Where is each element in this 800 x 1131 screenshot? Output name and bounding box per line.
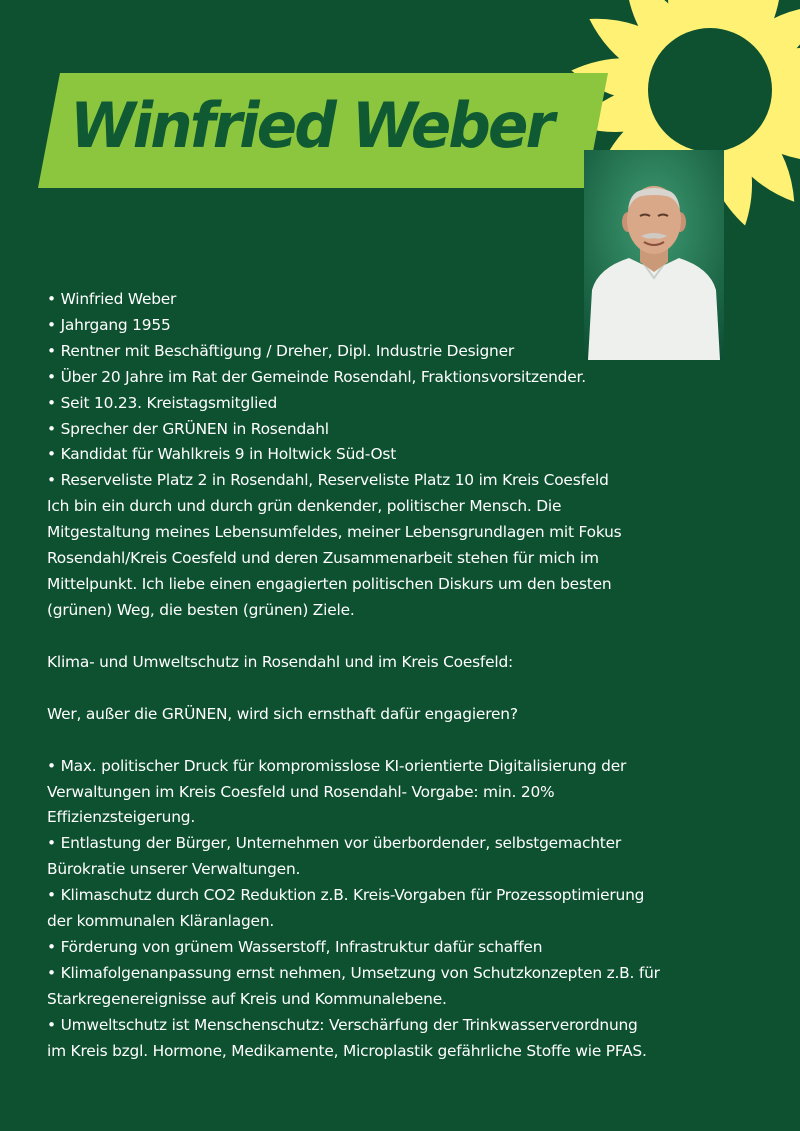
goal-line: • Entlastung der Bürger, Unternehmen vor überbordender, selbstgemachter: [47, 834, 622, 853]
goal-line: Bürokratie unserer Verwaltungen.: [47, 860, 301, 879]
bio-item: • Winfried Weber: [47, 290, 177, 308]
flyer-content: [47, 287, 747, 1064]
bio-item: • Seit 10.23. Kreistagsmitglied: [47, 393, 278, 412]
goal-line: im Kreis bzgl. Hormone, Medikamente, Microplastik gefährliche Stoffe wie PFAS.: [47, 1041, 647, 1060]
goal-line: • Umweltschutz ist Menschenschutz: Verschärfung der Trinkwasserverordnung: [47, 1015, 638, 1034]
goal-line: • Max. politischer Druck für kompromisslose KI-orientierte Digitalisierung der: [47, 756, 627, 775]
question-text: Wer, außer die GRÜNEN, wird sich ernsthaft dafür engagieren?: [47, 704, 518, 723]
spacer: [47, 728, 747, 754]
spacer: [47, 624, 747, 650]
goal-line: • Förderung von grünem Wasserstoff, Infrastruktur dafür schaffen: [47, 937, 543, 956]
intro-line: Rosendahl/Kreis Coesfeld und deren Zusammenarbeit stehen für mich im: [47, 549, 599, 568]
bio-item: • Kandidat für Wahlkreis 9 in Holtwick Süd-Ost: [47, 445, 397, 464]
goal-line: Effizienzsteigerung.: [47, 808, 196, 827]
intro-paragraph: [47, 494, 747, 624]
goal-line: Starkregenereignisse auf Kreis und Kommunalebene.: [47, 989, 447, 1008]
intro-line: Mitgestaltung meines Lebensumfeldes, meiner Lebensgrundlagen mit Fokus: [47, 523, 622, 542]
intro-line: Mittelpunkt. Ich liebe einen engagierten politischen Diskurs um den besten: [47, 574, 612, 593]
goal-line: der kommunalen Kläranlagen.: [47, 912, 275, 931]
section-heading: Klima- und Umweltschutz in Rosendahl und im Kreis Coesfeld:: [47, 652, 514, 671]
goal-line: • Klimaschutz durch CO2 Reduktion z.B. Kreis-Vorgaben für Prozessoptimierung: [47, 886, 645, 905]
goal-line: • Klimafolgenanpassung ernst nehmen, Umsetzung von Schutzkonzepten z.B. für: [47, 963, 660, 982]
bio-item: • Sprecher der GRÜNEN in Rosendahl: [47, 419, 329, 438]
bio-item: • Rentner mit Beschäftigung / Dreher, Dipl. Industrie Designer: [47, 341, 515, 360]
bio-item: • Über 20 Jahre im Rat der Gemeinde Rosendahl, Fraktionsvorsitzender.: [47, 367, 586, 386]
intro-line: (grünen) Weg, die besten (grünen) Ziele.: [47, 600, 355, 619]
spacer: [47, 676, 747, 702]
bio-item: • Reserveliste Platz 2 in Rosendahl, Reserveliste Platz 10 im Kreis Coesfeld: [47, 471, 609, 490]
name-banner: [38, 73, 608, 188]
goal-line: Verwaltungen im Kreis Coesfeld und Rosendahl- Vorgabe: min. 20%: [47, 782, 555, 801]
bio-list: [47, 287, 747, 494]
bio-item: • Jahrgang 1955: [47, 315, 171, 334]
goals-list: [47, 754, 747, 1065]
page-title: Winfried Weber: [70, 89, 552, 162]
intro-line: Ich bin ein durch und durch grün denkender, politischer Mensch. Die: [47, 497, 562, 516]
